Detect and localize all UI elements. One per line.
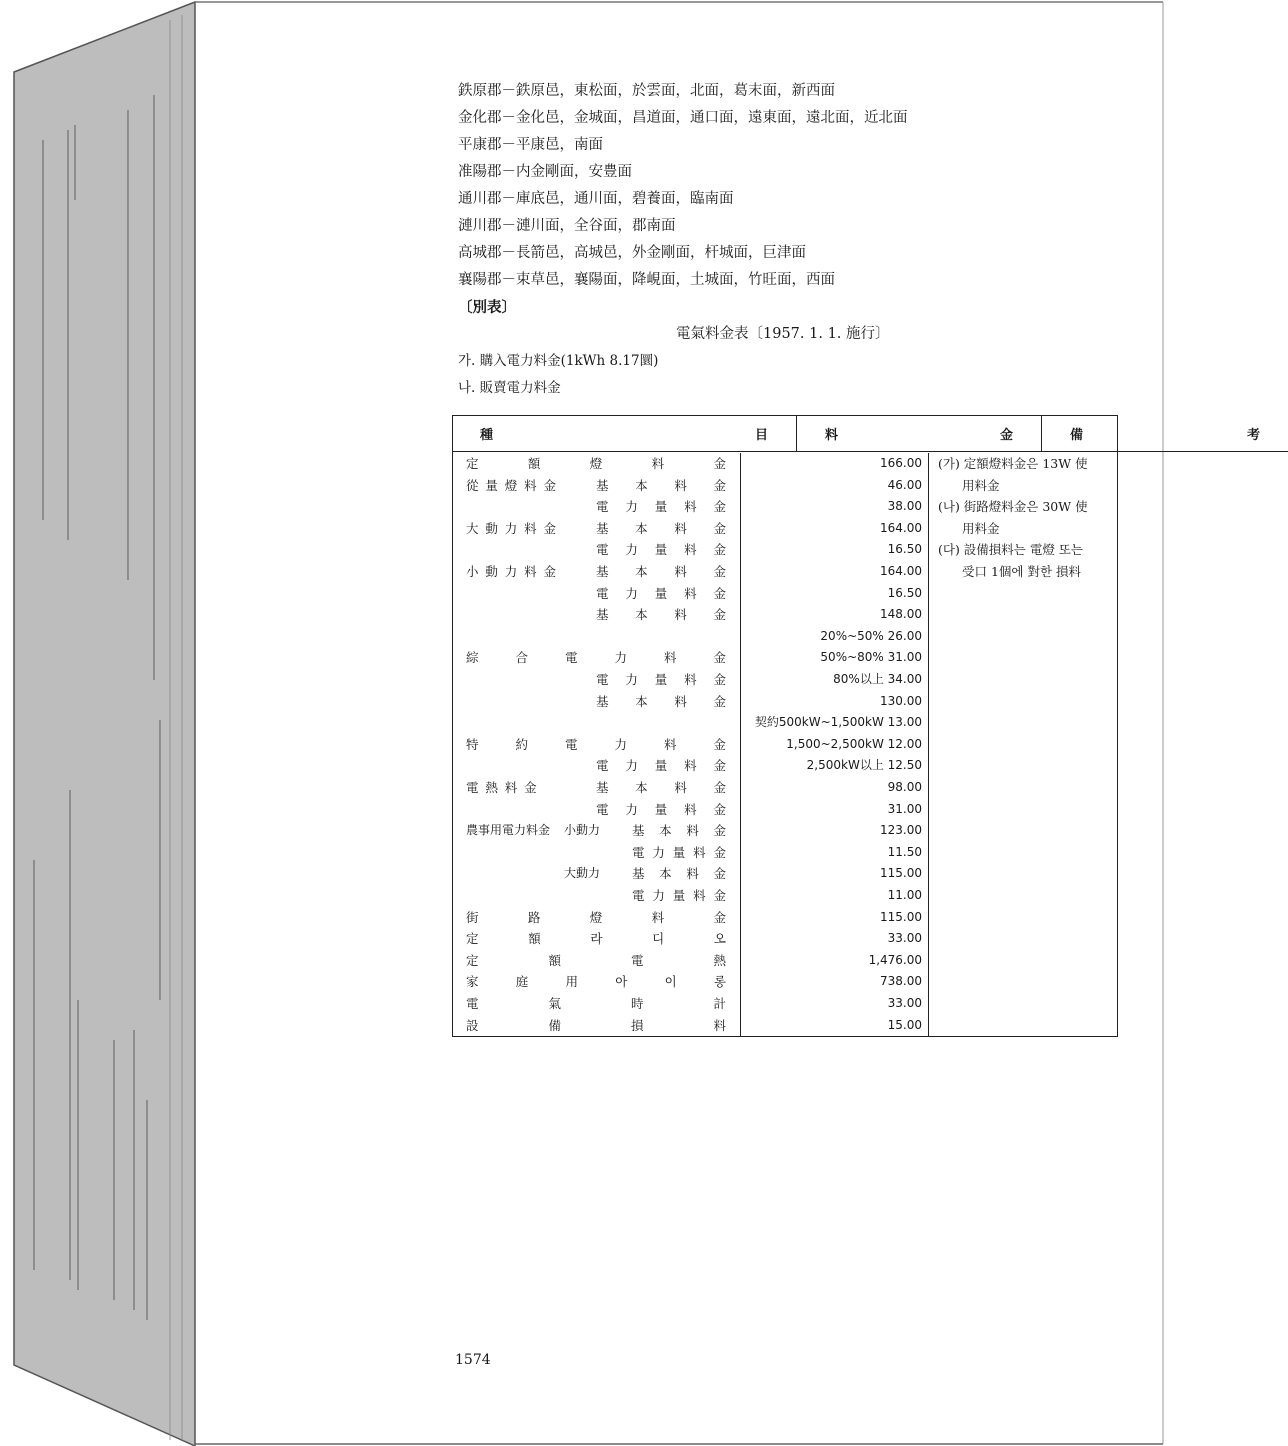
row-value: 148.00 bbox=[880, 607, 922, 622]
table-row bbox=[452, 950, 1118, 972]
row-item: 定 額 電 熱 bbox=[466, 952, 726, 968]
header-fee-b: 金 bbox=[999, 427, 1013, 443]
row-subitem: 基 本 料 金 bbox=[596, 520, 726, 536]
row-value: 164.00 bbox=[880, 564, 922, 578]
note-line: 受口 1個에 對한 損料 bbox=[962, 563, 1082, 579]
row-subitem: 基 本 料 金 bbox=[596, 477, 726, 493]
row-value: 115.00 bbox=[880, 909, 922, 924]
row-value: 1,500~2,500kW 12.00 bbox=[786, 736, 922, 751]
row-value: 11.00 bbox=[887, 888, 922, 902]
page-body bbox=[458, 78, 1118, 402]
row-value: 50%~80% 31.00 bbox=[820, 650, 922, 665]
row-group: 大動力 bbox=[564, 866, 601, 881]
region-line: 襄陽郡－束草邑，襄陽面，降峴面，土城面，竹旺面，西面 bbox=[458, 272, 835, 288]
row-item: 設 備 損 料 bbox=[466, 1017, 726, 1033]
row-value: 16.50 bbox=[887, 542, 922, 557]
note-line: 用料金 bbox=[962, 520, 1000, 536]
row-item: 定 額 라 디 오 bbox=[466, 931, 726, 947]
table-row bbox=[452, 626, 1118, 648]
row-subitem: 電 力 量 料 金 bbox=[596, 672, 726, 687]
row-subitem: 電 力 量 料 金 bbox=[596, 801, 726, 817]
table-row bbox=[452, 885, 1118, 907]
region-line: 高城郡－長箭邑，高城邑，外金剛面，杆城面，巨津面 bbox=[458, 245, 806, 261]
row-item: 從量燈料金 bbox=[466, 477, 563, 493]
row-group: 小動力 bbox=[564, 823, 601, 838]
row-item: 街 路 燈 料 金 bbox=[466, 909, 726, 925]
note-line: (다) 設備損料는 電燈 또는 bbox=[938, 542, 1083, 558]
row-value: 契約500kW~1,500kW 13.00 bbox=[754, 715, 922, 730]
row-value: 38.00 bbox=[887, 499, 922, 514]
table-row bbox=[452, 907, 1118, 929]
row-value: 115.00 bbox=[880, 866, 922, 881]
row-item: 農事用電力料金 bbox=[466, 823, 551, 838]
table-row bbox=[452, 583, 1118, 605]
header-fee-a: 料 bbox=[825, 427, 839, 443]
row-subitem: 基 本 料 金 bbox=[596, 607, 726, 623]
row-subitem: 電 力 量 料 金 bbox=[632, 888, 726, 903]
row-value: 166.00 bbox=[880, 456, 922, 470]
row-item: 大動力料金 bbox=[466, 520, 563, 536]
row-value: 164.00 bbox=[880, 520, 922, 535]
row-value: 130.00 bbox=[880, 693, 922, 708]
row-value: 31.00 bbox=[887, 801, 922, 816]
row-item: 特 約 電 力 料 金 bbox=[466, 736, 726, 752]
row-subitem: 基 本 料 金 bbox=[596, 693, 726, 709]
row-value: 1,476.00 bbox=[868, 952, 922, 967]
row-value: 11.50 bbox=[887, 844, 922, 859]
page-number: 1574 bbox=[455, 1352, 491, 1368]
header-kind-b: 目 bbox=[754, 427, 768, 443]
row-value: 15.00 bbox=[887, 1017, 922, 1032]
row-value: 738.00 bbox=[880, 974, 922, 989]
row-value: 20%~50% 26.00 bbox=[820, 628, 922, 643]
table-row bbox=[452, 777, 1118, 799]
row-item: 電 氣 時 計 bbox=[466, 996, 726, 1011]
table-row bbox=[452, 971, 1118, 993]
header-note-b: 考 bbox=[1246, 427, 1260, 443]
row-value: 33.00 bbox=[887, 996, 922, 1010]
appendix-label: 〔別表〕 bbox=[458, 299, 516, 316]
table-row bbox=[452, 842, 1118, 864]
row-item: 綜 合 電 力 料 金 bbox=[466, 650, 726, 666]
region-line: 准陽郡－内金剛面，安豊面 bbox=[458, 164, 632, 180]
table-row bbox=[452, 820, 1118, 842]
row-subitem: 電 力 量 料 金 bbox=[596, 542, 726, 558]
table-row bbox=[452, 928, 1118, 950]
table-row bbox=[452, 691, 1118, 713]
row-item: 小動力料金 bbox=[466, 564, 563, 579]
row-item: 家 庭 用 아 이 롱 bbox=[466, 974, 726, 990]
region-line: 漣川郡－漣川面，全谷面，郡南面 bbox=[458, 218, 676, 234]
row-subitem: 電 力 量 料 金 bbox=[596, 499, 726, 515]
row-subitem: 電 力 量 料 金 bbox=[596, 758, 726, 774]
table-row bbox=[452, 799, 1118, 821]
row-subitem: 基 本 料 金 bbox=[632, 823, 726, 839]
table-row bbox=[452, 863, 1118, 885]
header-kind-a: 種 bbox=[480, 427, 494, 443]
row-subitem: 電 力 量 料 金 bbox=[632, 844, 726, 860]
row-subitem: 基 本 料 金 bbox=[596, 780, 726, 795]
region-line: 平康郡－平康邑，南面 bbox=[458, 137, 603, 153]
notes-column bbox=[934, 453, 1118, 583]
table-header-row bbox=[452, 415, 1288, 452]
item-ga: 가. 購入電力料金(1kWh 8.17圜) bbox=[458, 353, 659, 369]
row-subitem: 基 本 料 金 bbox=[596, 564, 726, 579]
header-note-a: 備 bbox=[1070, 427, 1084, 443]
table-row bbox=[452, 1015, 1118, 1037]
row-value: 16.50 bbox=[887, 585, 922, 600]
row-value: 2,500kW以上 12.50 bbox=[806, 758, 922, 773]
item-na: 나. 販賣電力料金 bbox=[458, 380, 561, 396]
row-value: 98.00 bbox=[887, 780, 922, 794]
row-value: 80%以上 34.00 bbox=[833, 672, 922, 686]
table-row bbox=[452, 993, 1118, 1015]
note-line: (나) 街路燈料金은 30W 使 bbox=[938, 499, 1088, 515]
note-line: 用料金 bbox=[962, 477, 1000, 493]
region-line: 鉄原郡－鉄原邑，東松面，於雲面，北面，葛末面，新西面 bbox=[458, 83, 835, 99]
table-row bbox=[452, 755, 1118, 777]
table-row bbox=[452, 647, 1118, 669]
fee-table bbox=[452, 415, 1260, 1037]
row-value: 46.00 bbox=[887, 477, 922, 492]
row-value: 33.00 bbox=[887, 931, 922, 946]
region-line: 金化郡－金化邑，金城面，昌道面，通口面，遠東面，遠北面，近北面 bbox=[458, 110, 908, 126]
note-line: (가) 定額燈料金은 13W 使 bbox=[938, 456, 1088, 471]
region-line: 通川郡－庫底邑，通川面，碧養面，臨南面 bbox=[458, 191, 734, 207]
row-subitem: 電 力 量 料 金 bbox=[596, 585, 726, 601]
table-row bbox=[452, 712, 1118, 734]
table-row bbox=[452, 669, 1118, 691]
table-title: 電氣料金表〔1957. 1. 1. 施行〕 bbox=[676, 326, 890, 342]
table-row bbox=[452, 734, 1118, 756]
row-value: 123.00 bbox=[880, 823, 922, 838]
table-row bbox=[452, 604, 1118, 626]
row-item: 電熱料金 bbox=[466, 780, 544, 795]
row-item: 定 額 燈 料 金 bbox=[466, 456, 726, 471]
row-subitem: 基 本 料 金 bbox=[632, 866, 726, 882]
